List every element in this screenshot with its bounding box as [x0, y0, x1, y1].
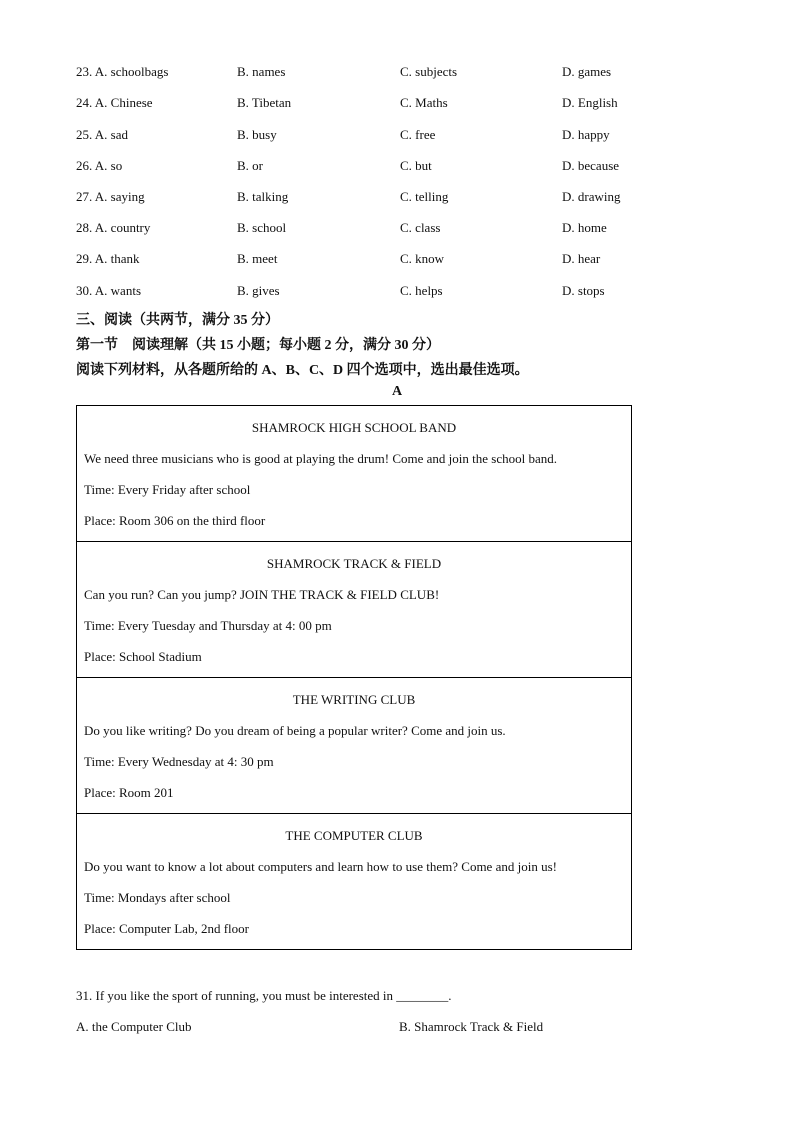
option-row-26: [76, 158, 716, 180]
option-a: 28. A. country: [76, 220, 151, 235]
club-description: Do you want to know a lot about computers and learn how to use them? Come and join us!: [84, 859, 557, 874]
option-row-29: [76, 251, 716, 273]
club-place: Place: Room 201: [84, 785, 174, 800]
option-a: 25. A. sad: [76, 127, 128, 142]
question-option-a: A. the Computer Club: [76, 1019, 192, 1034]
option-d: D. hear: [562, 251, 601, 266]
club-box-band: [77, 406, 631, 542]
option-b: B. or: [237, 158, 263, 173]
club-place: Place: Room 306 on the third floor: [84, 513, 266, 528]
option-b: B. busy: [237, 127, 277, 142]
option-b: B. meet: [237, 251, 278, 266]
option-b: B. Tibetan: [237, 95, 292, 110]
club-description: Can you run? Can you jump? JOIN THE TRACK & FIELD CLUB!: [84, 587, 440, 602]
option-a: 27. A. saying: [76, 189, 145, 204]
option-b: B. school: [237, 220, 287, 235]
option-c: C. Maths: [400, 95, 448, 110]
club-time: Time: Mondays after school: [84, 890, 231, 905]
option-d: D. because: [562, 158, 620, 173]
option-a: 26. A. so: [76, 158, 123, 173]
club-time: Time: Every Friday after school: [84, 482, 251, 497]
option-c: C. free: [400, 127, 436, 142]
option-c: C. subjects: [400, 64, 458, 79]
option-row-27: [76, 189, 716, 211]
question-stem: 31. If you like the sport of running, you must be interested in ________.: [76, 988, 452, 1003]
part-title: 第一节 阅读理解（共 15 小题；每小题 2 分，满分 30 分）: [76, 338, 440, 353]
club-description: Do you like writing? Do you dream of being a popular writer? Come and join us.: [84, 723, 506, 738]
club-box-computer: [77, 814, 631, 949]
option-a: 30. A. wants: [76, 283, 141, 298]
instruction: 阅读下列材料，从各题所给的 A、B、C、D 四个选项中，选出最佳选项。: [76, 363, 529, 378]
club-place: Place: Computer Lab, 2nd floor: [84, 921, 249, 936]
club-title: THE WRITING CLUB: [292, 692, 416, 707]
option-c: C. know: [400, 251, 445, 266]
question-option-b: B. Shamrock Track & Field: [399, 1019, 544, 1034]
club-place: Place: School Stadium: [84, 649, 202, 664]
option-row-30: [76, 283, 716, 305]
option-row-28: [76, 220, 716, 242]
club-time: Time: Every Wednesday at 4: 30 pm: [84, 754, 274, 769]
option-b: B. names: [237, 64, 286, 79]
option-d: D. happy: [562, 127, 610, 142]
option-row-25: [76, 127, 716, 149]
club-title: THE COMPUTER CLUB: [285, 828, 423, 843]
option-d: D. home: [562, 220, 607, 235]
option-d: D. drawing: [562, 189, 621, 204]
option-row-23: [76, 64, 716, 86]
club-time: Time: Every Tuesday and Thursday at 4: 00 pm: [84, 618, 332, 633]
clubs-table: [76, 405, 632, 950]
option-c: C. class: [400, 220, 441, 235]
option-row-24: [76, 95, 716, 117]
club-box-writing: [77, 678, 631, 814]
passage-label: A: [391, 384, 403, 399]
option-c: C. but: [400, 158, 432, 173]
option-c: C. telling: [400, 189, 449, 204]
section-title: 三、阅读（共两节，满分 35 分）: [76, 313, 279, 328]
option-c: C. helps: [400, 283, 443, 298]
club-description: We need three musicians who is good at playing the drum! Come and join the school band.: [84, 451, 557, 466]
option-a: 23. A. schoolbags: [76, 64, 169, 79]
club-title: SHAMROCK HIGH SCHOOL BAND: [251, 420, 457, 435]
option-a: 29. A. thank: [76, 251, 140, 266]
option-a: 24. A. Chinese: [76, 95, 153, 110]
option-d: D. stops: [562, 283, 605, 298]
club-title: SHAMROCK TRACK & FIELD: [266, 556, 442, 571]
club-box-track: [77, 542, 631, 678]
option-b: B. talking: [237, 189, 289, 204]
option-d: D. English: [562, 95, 618, 110]
option-d: D. games: [562, 64, 612, 79]
option-b: B. gives: [237, 283, 280, 298]
